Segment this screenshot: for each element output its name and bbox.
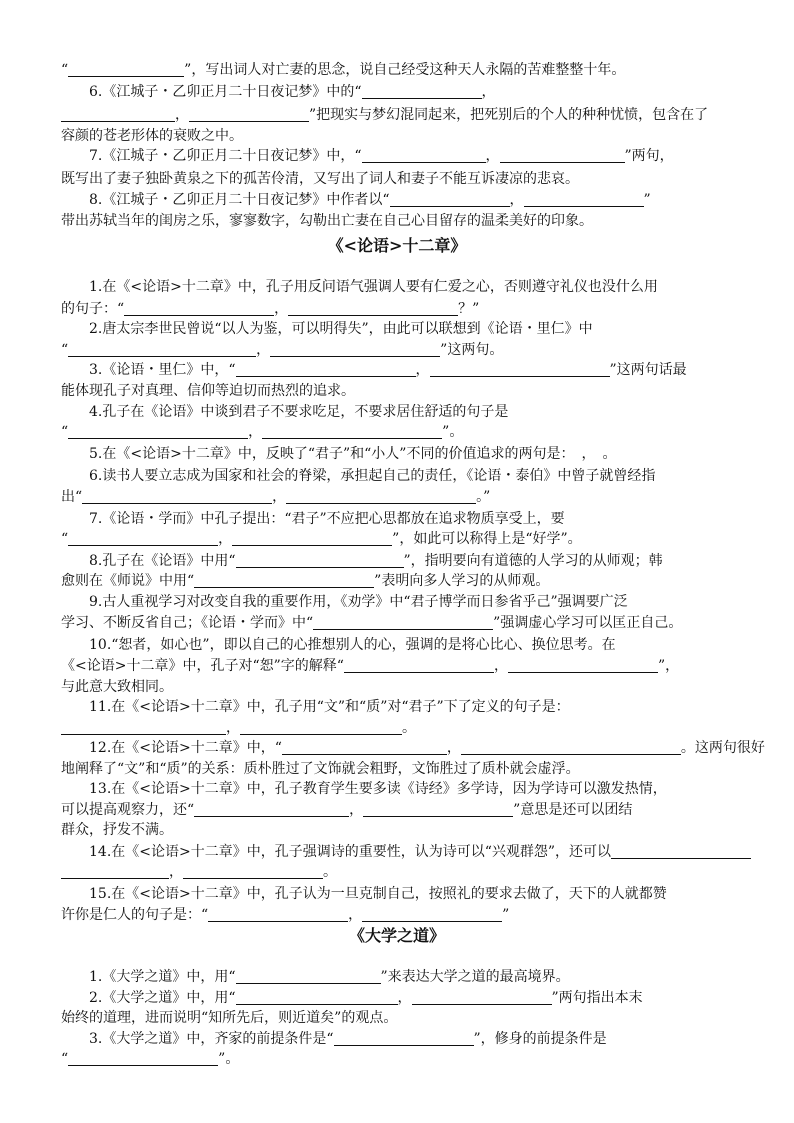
text-line bbox=[61, 841, 739, 863]
text-segment: 。 bbox=[402, 720, 416, 736]
answer-blank[interactable] bbox=[183, 864, 323, 879]
text-line bbox=[61, 359, 739, 381]
answer-blank[interactable] bbox=[363, 802, 513, 817]
text-segment: 既写出了妻子独卧黄泉之下的孤苦伶清，又写出了词人和妻子不能互诉凄凉的悲哀。 bbox=[61, 171, 579, 187]
text-segment: 能体现孔子对真理、信仰等迫切而热烈的追求。 bbox=[61, 383, 355, 399]
text-segment: ”这两句。 bbox=[440, 342, 504, 358]
answer-blank[interactable] bbox=[68, 424, 248, 439]
text-segment: ， bbox=[169, 864, 183, 880]
text-segment: ”，指明要向有道德的人学习的从师观；韩 bbox=[403, 553, 663, 569]
text-segment: 5.在《<论语>十二章》中，反映了“君子”和“小人”不同的价值追求的两句是： ， 。 bbox=[61, 446, 617, 462]
text-line bbox=[61, 676, 739, 698]
answer-blank[interactable] bbox=[236, 362, 416, 377]
text-segment: ， bbox=[509, 192, 524, 208]
answer-blank[interactable] bbox=[194, 802, 349, 817]
answer-blank[interactable] bbox=[236, 990, 398, 1005]
text-line bbox=[61, 655, 739, 677]
text-line bbox=[61, 861, 739, 883]
answer-blank[interactable] bbox=[68, 531, 218, 546]
text-line bbox=[61, 819, 739, 841]
text-line bbox=[61, 339, 739, 361]
text-segment: 6.读书人要立志成为国家和社会的脊梁，承担起自己的责任，《论语・泰伯》中曾子就曾经指 bbox=[61, 468, 656, 484]
text-segment: ， bbox=[256, 342, 271, 358]
text-segment: ” bbox=[643, 192, 651, 208]
text-segment: 10.“恕者，如心也”，即以自己的心推想别人的心，强调的是将心比心、换位思考。在 bbox=[61, 637, 616, 653]
text-line bbox=[61, 1048, 739, 1070]
answer-blank[interactable] bbox=[82, 489, 272, 504]
text-segment: ”强调虚心学习可以匡正自己。 bbox=[493, 615, 683, 631]
text-segment: 1.《大学之道》中，用“ bbox=[61, 969, 236, 985]
text-segment: “ bbox=[61, 62, 69, 78]
text-segment: ， bbox=[481, 84, 496, 100]
answer-blank[interactable] bbox=[61, 864, 169, 879]
text-segment: ”， bbox=[657, 658, 680, 674]
text-segment: 7.《论语・学而》中孔子提出：“君子”不应把心思都放在追求物质享受上，要 bbox=[61, 511, 565, 527]
answer-blank[interactable] bbox=[240, 720, 402, 735]
text-line bbox=[61, 298, 739, 320]
answer-blank[interactable] bbox=[500, 148, 625, 163]
text-line bbox=[61, 987, 739, 1009]
text-line bbox=[61, 380, 739, 402]
text-line bbox=[61, 1007, 739, 1029]
text-line bbox=[61, 104, 739, 126]
text-segment: ”，如此可以称得上是“好学”。 bbox=[392, 531, 582, 547]
text-line bbox=[61, 966, 739, 988]
text-line bbox=[61, 486, 739, 508]
text-segment: ， bbox=[415, 362, 430, 378]
text-segment: 15.在《<论语>十二章》中，孔子认为一旦克制自己，按照礼的要求去做了，天下的人就都赞 bbox=[61, 886, 667, 902]
answer-blank[interactable] bbox=[270, 342, 440, 357]
text-segment: 《<论语>十二章》中，孔子对“恕”字的解释“ bbox=[61, 658, 344, 674]
text-segment: ， bbox=[218, 531, 233, 547]
text-segment: ？” bbox=[458, 301, 480, 317]
text-line bbox=[61, 189, 739, 211]
text-segment: 9.古人重视学习对改变自我的重要作用，《劝学》中“君子博学而日参省乎己”强调要广泛 bbox=[61, 594, 628, 610]
text-line bbox=[61, 737, 765, 759]
answer-blank[interactable] bbox=[194, 573, 374, 588]
text-segment: 始终的道理，进而说明“知所先后，则近道矣”的观点。 bbox=[61, 1010, 398, 1026]
text-line bbox=[61, 570, 739, 592]
text-segment: ”把现实与梦幻混同起来，把死别后的个人的种种忧愤，包含在了 bbox=[309, 107, 709, 123]
text-segment: 4.孔子在《论语》中谈到君子不要求吃足，不要求居住舒适的句子是 bbox=[61, 404, 509, 420]
text-line bbox=[61, 421, 739, 443]
text-line bbox=[61, 318, 739, 340]
text-segment: 11.在《<论语>十二章》中，孔子用“文”和“质”对“君子”下了定义的句子是： bbox=[61, 699, 570, 715]
text-segment: 8.孔子在《论语》中用“ bbox=[61, 553, 236, 569]
text-segment: 。这两句很好 bbox=[680, 740, 765, 756]
text-segment: ” bbox=[502, 907, 510, 923]
answer-blank[interactable] bbox=[68, 342, 256, 357]
text-line bbox=[61, 81, 739, 103]
text-segment: ”两句指出本末 bbox=[551, 990, 643, 1006]
text-segment: ， bbox=[485, 148, 500, 164]
text-segment: ， bbox=[493, 658, 508, 674]
text-line bbox=[61, 401, 739, 423]
text-line bbox=[61, 465, 739, 487]
text-segment: ， bbox=[175, 107, 189, 123]
text-segment: ”来表达大学之道的最高境界。 bbox=[380, 969, 570, 985]
answer-blank[interactable] bbox=[208, 907, 348, 922]
text-segment: ， bbox=[446, 740, 461, 756]
answer-blank[interactable] bbox=[524, 192, 644, 207]
answer-blank[interactable] bbox=[611, 844, 751, 859]
section-heading: 《<论语>十二章》 bbox=[327, 236, 467, 255]
answer-blank[interactable] bbox=[61, 107, 175, 122]
answer-blank[interactable] bbox=[61, 720, 226, 735]
text-segment: 3.《大学之道》中，齐家的前提条件是“ bbox=[61, 1031, 334, 1047]
text-segment: ， bbox=[349, 802, 364, 818]
answer-blank[interactable] bbox=[362, 84, 482, 99]
text-segment: ”，修身的前提条件是 bbox=[473, 1031, 607, 1047]
answer-blank[interactable] bbox=[232, 531, 392, 546]
text-segment: 群众，抒发不满。 bbox=[61, 822, 173, 838]
text-segment: “ bbox=[61, 1051, 69, 1067]
answer-blank[interactable] bbox=[286, 489, 476, 504]
text-segment: 7.《江城子・乙卯正月二十日夜记梦》中，“ bbox=[61, 148, 362, 164]
text-segment: “ bbox=[61, 424, 69, 440]
answer-blank[interactable] bbox=[68, 1051, 218, 1066]
answer-blank[interactable] bbox=[313, 615, 493, 630]
answer-blank[interactable] bbox=[68, 62, 184, 77]
text-line bbox=[61, 717, 739, 739]
answer-blank[interactable] bbox=[362, 148, 486, 163]
text-line bbox=[61, 1028, 739, 1050]
text-line bbox=[61, 634, 739, 656]
text-segment: 1.在《<论语>十二章》中，孔子用反问语气强调人要有仁爱之心，否则遵守礼仪也没什么用 bbox=[61, 279, 658, 295]
text-line bbox=[61, 550, 739, 572]
text-line bbox=[61, 508, 739, 530]
text-segment: 6.《江城子・乙卯正月二十日夜记梦》中的“ bbox=[61, 84, 362, 100]
text-segment: 的句子：“ bbox=[61, 301, 125, 317]
text-segment: 。” bbox=[476, 489, 491, 505]
answer-blank[interactable] bbox=[236, 969, 381, 984]
text-segment: 14.在《<论语>十二章》中，孔子强调诗的重要性，认为诗可以“兴观群怨”，还可以 bbox=[61, 844, 612, 860]
section-heading: 《大学之道》 bbox=[348, 926, 445, 945]
text-segment: 。 bbox=[323, 864, 337, 880]
text-segment: “ bbox=[61, 531, 69, 547]
text-line bbox=[61, 276, 739, 298]
text-segment: ”两句， bbox=[624, 148, 674, 164]
text-segment: 带出苏轼当年的闺房之乐，寥寥数字，勾勒出亡妻在自己心目留存的温柔美好的印象。 bbox=[61, 213, 593, 229]
text-segment: 3.《论语・里仁》中，“ bbox=[61, 362, 236, 378]
text-line bbox=[61, 696, 739, 718]
answer-blank[interactable] bbox=[288, 301, 458, 316]
answer-blank[interactable] bbox=[236, 553, 404, 568]
text-line bbox=[61, 778, 739, 800]
text-line bbox=[61, 59, 739, 81]
text-segment: 出“ bbox=[61, 489, 83, 505]
answer-blank[interactable] bbox=[344, 658, 494, 673]
text-segment: ， bbox=[274, 301, 289, 317]
text-line bbox=[61, 168, 739, 190]
text-segment: ， bbox=[272, 489, 287, 505]
answer-blank[interactable] bbox=[189, 107, 309, 122]
text-segment: 12.在《<论语>十二章》中，“ bbox=[61, 740, 282, 756]
text-line bbox=[61, 883, 739, 905]
answer-blank[interactable] bbox=[334, 1031, 474, 1046]
text-line bbox=[61, 145, 739, 167]
text-line bbox=[61, 799, 739, 821]
text-line bbox=[61, 904, 739, 926]
text-segment: ”。 bbox=[442, 424, 464, 440]
text-segment: 可以提高观察力，还“ bbox=[61, 802, 195, 818]
text-segment: 8.《江城子・乙卯正月二十日夜记梦》中作者以“ bbox=[61, 192, 390, 208]
text-segment: 容颜的苍老形体的衰败之中。 bbox=[61, 128, 243, 144]
text-segment: “ bbox=[61, 342, 69, 358]
text-line bbox=[61, 612, 739, 634]
answer-blank[interactable] bbox=[124, 301, 274, 316]
answer-blank[interactable] bbox=[262, 424, 442, 439]
text-segment: ， bbox=[397, 990, 412, 1006]
text-segment: 学习、不断反省自己；《论语・学而》中“ bbox=[61, 615, 314, 631]
text-segment: ， bbox=[248, 424, 263, 440]
text-line bbox=[61, 443, 739, 465]
text-segment: 愈则在《师说》中用“ bbox=[61, 573, 195, 589]
answer-blank[interactable] bbox=[362, 907, 502, 922]
text-line bbox=[61, 210, 739, 232]
text-segment: 许你是仁人的句子是：“ bbox=[61, 907, 209, 923]
answer-blank[interactable] bbox=[282, 740, 447, 755]
text-segment: 2.《大学之道》中，用“ bbox=[61, 990, 236, 1006]
text-segment: 与此意大致相同。 bbox=[61, 679, 173, 695]
text-line bbox=[61, 528, 739, 550]
text-line bbox=[61, 591, 739, 613]
text-segment: ”意思是还可以团结 bbox=[513, 802, 633, 818]
text-segment: 2.唐太宗李世民曾说“以人为鉴，可以明得失”，由此可以联想到《论语・里仁》中 bbox=[61, 321, 593, 337]
answer-blank[interactable] bbox=[430, 362, 610, 377]
answer-blank[interactable] bbox=[508, 658, 658, 673]
text-segment: 地阐释了“文”和“质”的关系：质朴胜过了文饰就会粗野，文饰胜过了质朴就会虚浮。 bbox=[61, 761, 580, 777]
text-segment: ”，写出词人对亡妻的思念，说自己经受这种天人永隔的苦难整整十年。 bbox=[184, 62, 626, 78]
text-segment: ， bbox=[348, 907, 363, 923]
text-line bbox=[61, 758, 739, 780]
answer-blank[interactable] bbox=[412, 990, 552, 1005]
text-segment: ”这两句话最 bbox=[609, 362, 687, 378]
text-segment: ”表明向多人学习的从师观。 bbox=[374, 573, 550, 589]
text-segment: 13.在《<论语>十二章》中，孔子教育学生要多读《诗经》多学诗，因为学诗可以激发热情， bbox=[61, 781, 667, 797]
text-line bbox=[61, 125, 739, 147]
answer-blank[interactable] bbox=[461, 740, 681, 755]
text-segment: ”。 bbox=[218, 1051, 240, 1067]
text-segment: ， bbox=[226, 720, 240, 736]
answer-blank[interactable] bbox=[390, 192, 510, 207]
